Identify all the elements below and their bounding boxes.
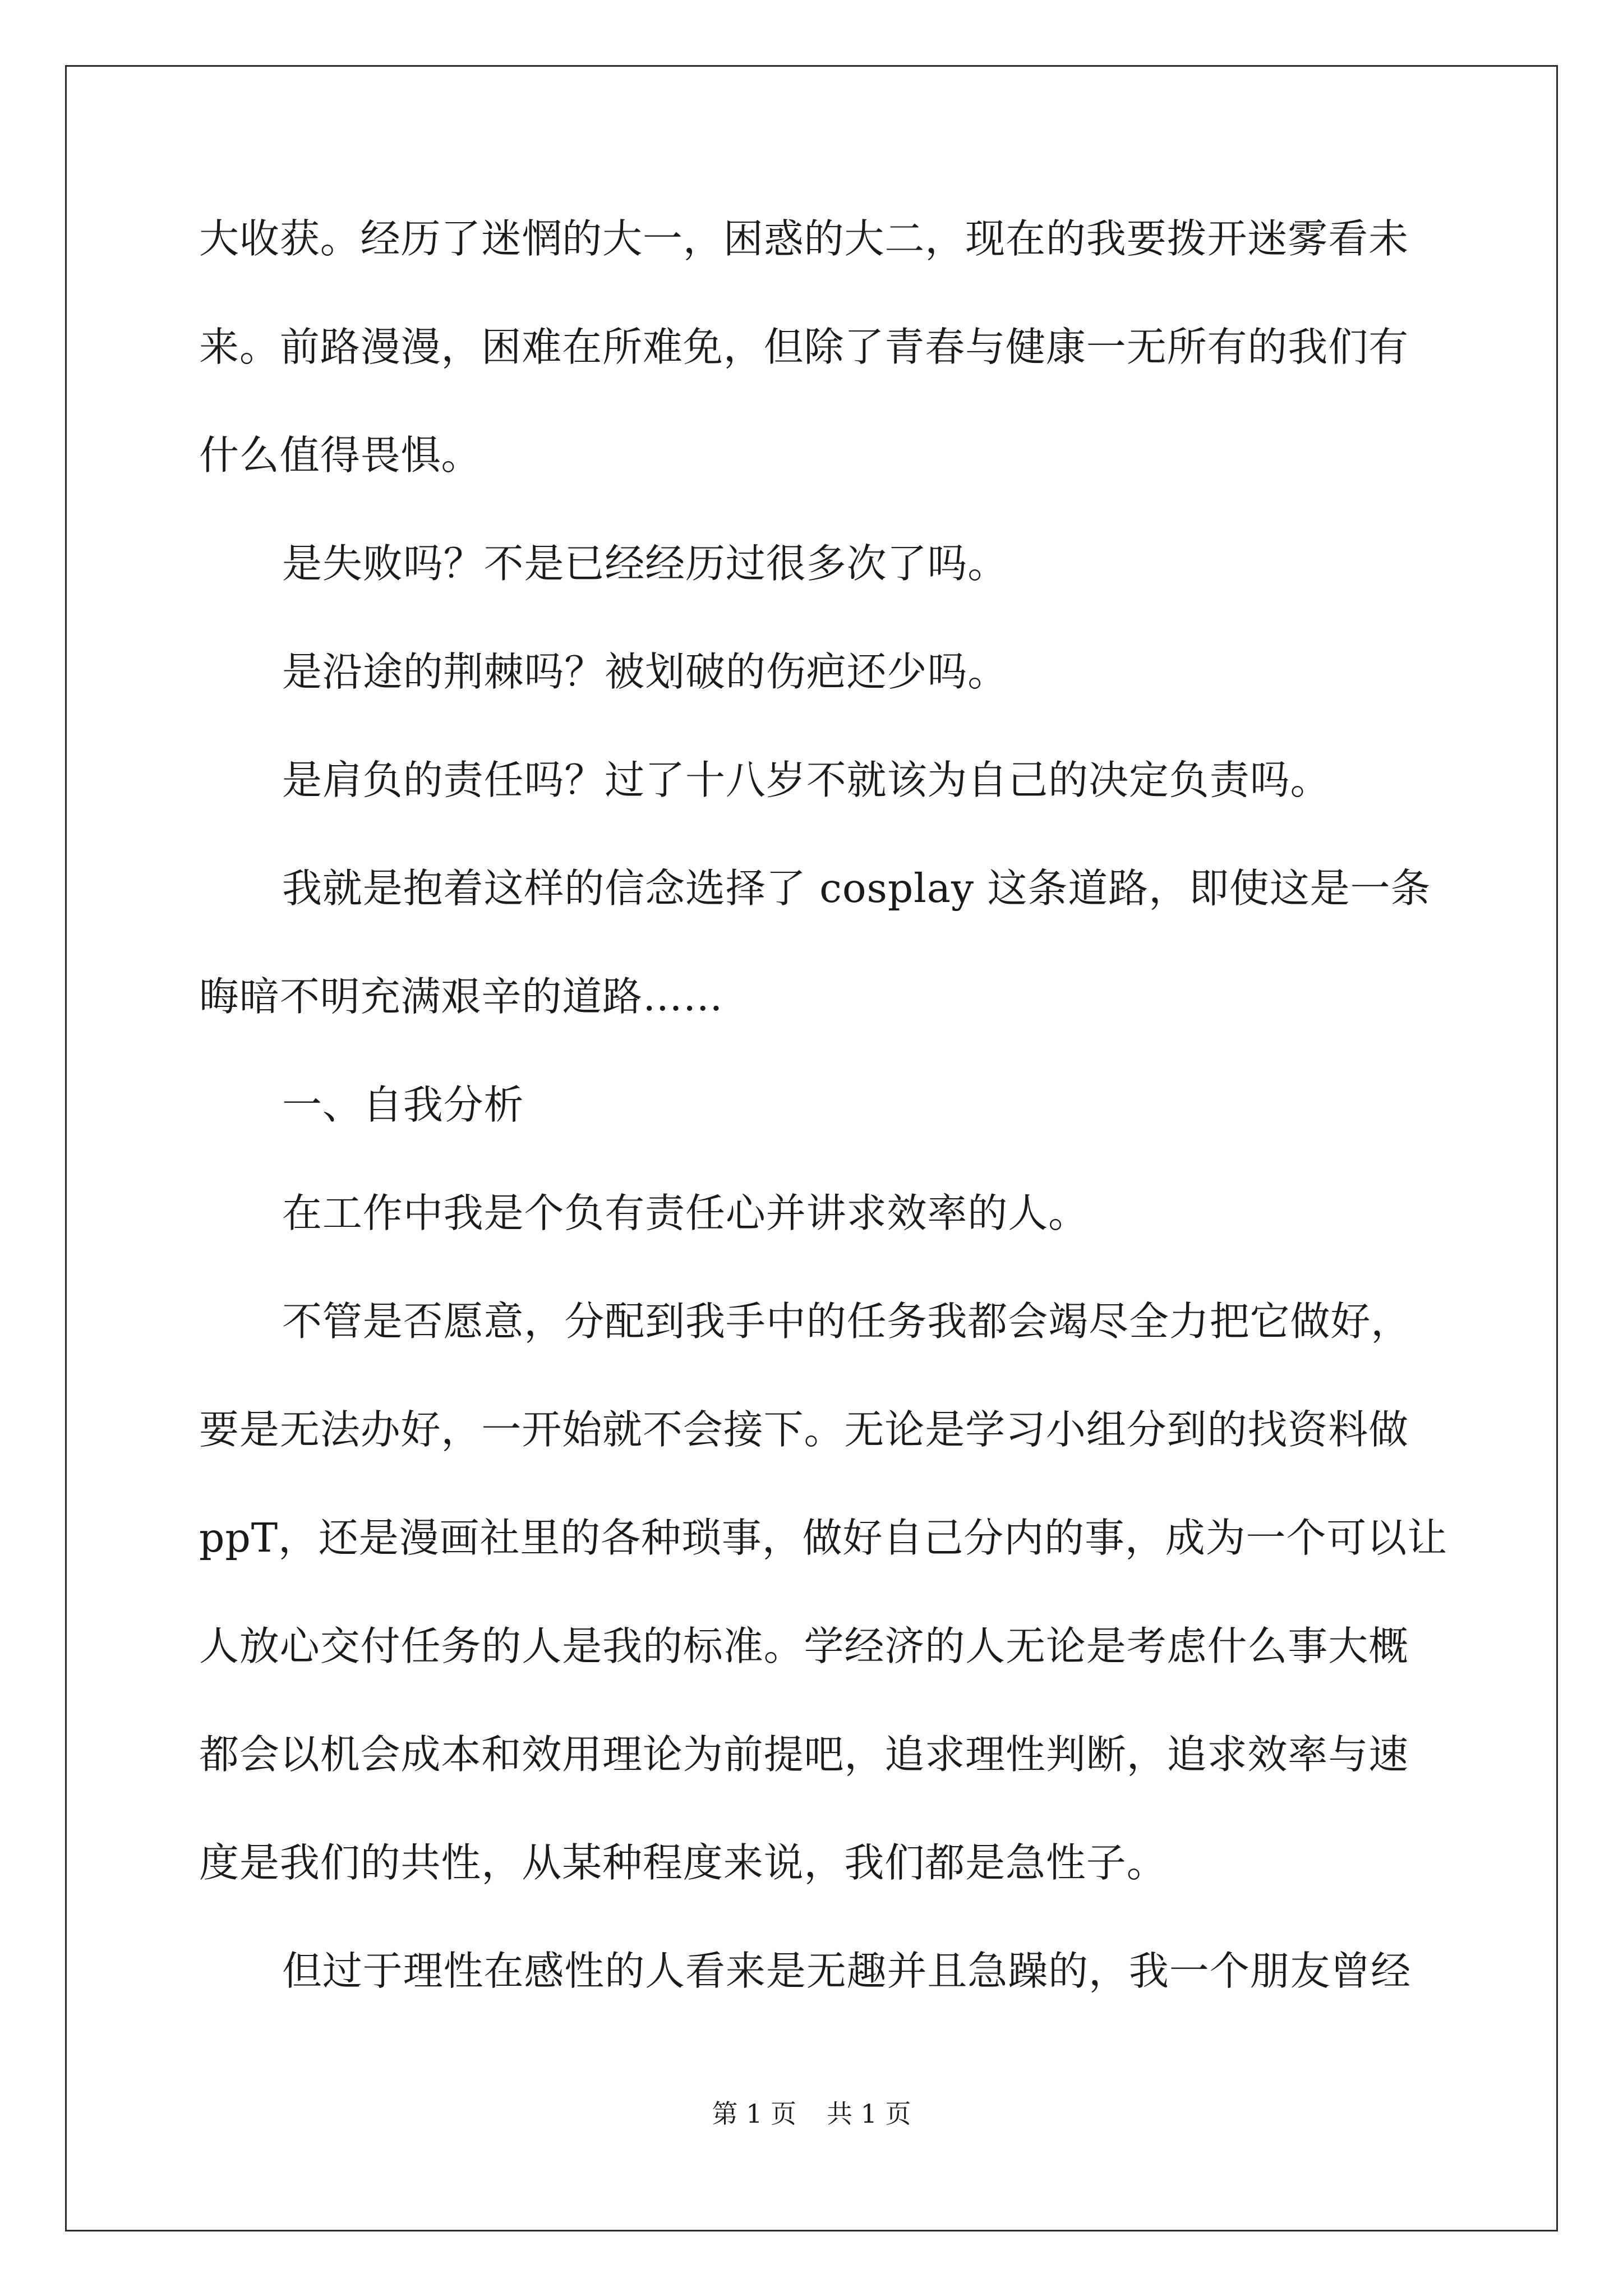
text-line: 度是我们的共性，从某种程度来说，我们都是急性子。 — [199, 1839, 1167, 1886]
page-number: 第 1 页 — [712, 2099, 796, 2129]
text-line: 大收获。经历了迷惘的大一，困惑的大二，现在的我要拨开迷雾看未 — [199, 215, 1409, 262]
text-line: 是沿途的荆棘吗？被划破的伤疤还少吗。 — [282, 648, 1008, 695]
text-line: 人放心交付任务的人是我的标准。学经济的人无论是考虑什么事大概 — [199, 1623, 1409, 1669]
text-line: 我就是抱着这样的信念选择了 cosplay 这条道路，即使这是一条 — [282, 865, 1431, 912]
text-line: 要是无法办好，一开始就不会接下。无论是学习小组分到的找资料做 — [199, 1406, 1409, 1453]
section-heading: 一、自我分析 — [282, 1082, 524, 1128]
text-line: 来。前路漫漫，困难在所难免，但除了青春与健康一无所有的我们有 — [199, 324, 1409, 370]
text-line: ppT，还是漫画社里的各种琐事，做好自己分内的事，成为一个可以让 — [199, 1515, 1448, 1561]
text-line: 晦暗不明充满艰辛的道路…… — [199, 973, 723, 1020]
page-total: 共 1 页 — [827, 2099, 911, 2129]
document-body — [199, 215, 1448, 2059]
text-line: 都会以机会成本和效用理论为前提吧，追求理性判断，追求效率与速 — [199, 1731, 1409, 1778]
text-line: 是肩负的责任吗？过了十八岁不就该为自己的决定负责吗。 — [282, 757, 1331, 803]
text-line: 但过于理性在感性的人看来是无趣并且急躁的，我一个朋友曾经 — [282, 1948, 1412, 1994]
page-footer — [0, 2101, 1623, 2127]
text-line: 在工作中我是个负有责任心并讲求效率的人。 — [282, 1190, 1089, 1236]
text-line: 不管是否愿意，分配到我手中的任务我都会竭尽全力把它做好， — [282, 1298, 1412, 1345]
text-line: 是失败吗？不是已经经历过很多次了吗。 — [282, 540, 1008, 587]
text-line: 什么值得畏惧。 — [199, 432, 482, 478]
